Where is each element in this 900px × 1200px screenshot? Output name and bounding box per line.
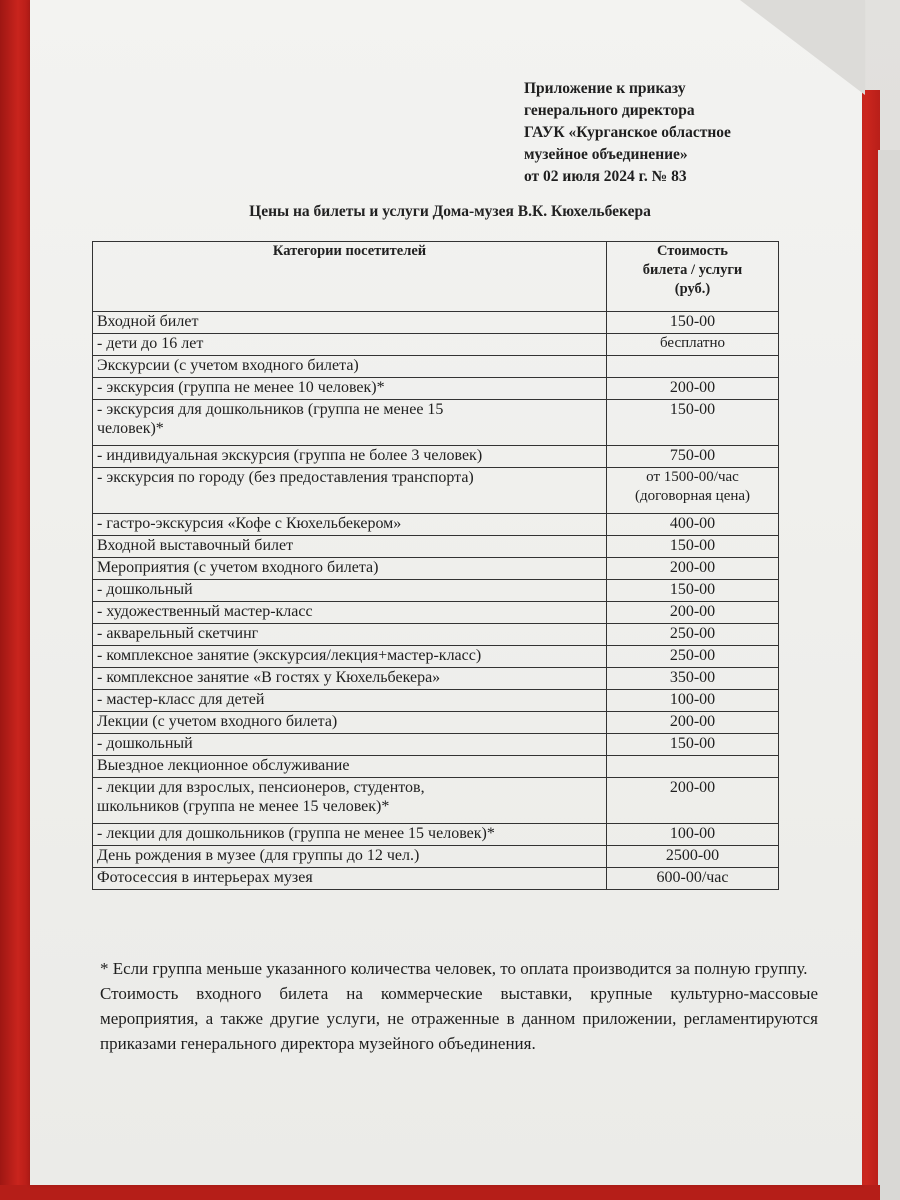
- row-category: - экскурсия по городу (без предоставления транспорта): [93, 468, 607, 514]
- row-price: 200-00: [607, 378, 779, 400]
- row-category: Выездное лекционное обслуживание: [93, 756, 607, 778]
- row-price: 750-00: [607, 446, 779, 468]
- table-row: [93, 602, 779, 624]
- table-row: [93, 312, 779, 334]
- row-price: [607, 756, 779, 778]
- row-category: - дошкольный: [93, 734, 607, 756]
- table-header-row: [93, 242, 779, 312]
- table-row: [93, 824, 779, 846]
- row-category: - комплексное занятие «В гостях у Кюхельбекера»: [93, 668, 607, 690]
- row-price: 200-00: [607, 712, 779, 734]
- row-category: - художественный мастер-класс: [93, 602, 607, 624]
- order-line-1: Приложение к приказу: [524, 80, 686, 97]
- table-row: [93, 536, 779, 558]
- table-row: [93, 334, 779, 356]
- row-category: Входной выставочный билет: [93, 536, 607, 558]
- row-category: - индивидуальная экскурсия (группа не более 3 человек): [93, 446, 607, 468]
- header-category: Категории посетителей: [93, 242, 607, 312]
- row-category: Входной билет: [93, 312, 607, 334]
- table-row: [93, 558, 779, 580]
- row-category: - комплексное занятие (экскурсия/лекция+мастер-класс): [93, 646, 607, 668]
- row-category: - дети до 16 лет: [93, 334, 607, 356]
- row-price: 150-00: [607, 580, 779, 602]
- table-row: [93, 668, 779, 690]
- row-category: Мероприятия (с учетом входного билета): [93, 558, 607, 580]
- row-price: 100-00: [607, 690, 779, 712]
- header-price-line-2: билета / услуги: [642, 262, 743, 278]
- background-wall: [878, 150, 900, 1200]
- order-line-2: генерального директора: [524, 102, 695, 119]
- row-category: - дошкольный: [93, 580, 607, 602]
- order-reference: [524, 78, 824, 188]
- row-category: - гастро-экскурсия «Кофе с Кюхельбекером»: [93, 514, 607, 536]
- table-row: [93, 624, 779, 646]
- row-price: 100-00: [607, 824, 779, 846]
- row-price: 600-00/час: [607, 868, 779, 890]
- row-category: Лекции (с учетом входного билета): [93, 712, 607, 734]
- row-category: - экскурсия для дошкольников (группа не менее 15 человек)*: [93, 400, 607, 446]
- row-price: [607, 468, 779, 514]
- row-price: [607, 356, 779, 378]
- row-category: Фотосессия в интерьерах музея: [93, 868, 607, 890]
- order-line-5: от 02 июля 2024 г. № 83: [524, 168, 687, 185]
- table-row: [93, 514, 779, 536]
- row-category: - мастер-класс для детей: [93, 690, 607, 712]
- folder-left-edge: [0, 0, 30, 1200]
- table-row: [93, 356, 779, 378]
- row-price: 400-00: [607, 514, 779, 536]
- row-price: 200-00: [607, 558, 779, 580]
- table-row: [93, 446, 779, 468]
- row-price: 150-00: [607, 400, 779, 446]
- order-line-4: музейное объединение»: [524, 146, 688, 163]
- row-price: 150-00: [607, 312, 779, 334]
- page-title: Цены на билеты и услуги Дома-музея В.К. Кюхельбекера: [249, 203, 651, 220]
- table-row: [93, 734, 779, 756]
- footnote-group-size: * Если группа меньше указанного количества человек, то оплата производится за полную группу.: [100, 959, 808, 978]
- table-row: [93, 646, 779, 668]
- table-row: [93, 756, 779, 778]
- row-price: бесплатно: [607, 334, 779, 356]
- order-line-3: ГАУК «Курганское областное: [524, 124, 731, 141]
- row-category: - экскурсия (группа не менее 10 человек)*: [93, 378, 607, 400]
- footnote-commercial: Стоимость входного билета на коммерческие выставки, крупные культурно-массовые мероприятия, а также другие услуги, не отраженные в данном приложении, регламентируются приказами генерального директора музейного объединения.: [100, 984, 818, 1053]
- row-price: 150-00: [607, 734, 779, 756]
- row-category: - акварельный скетчинг: [93, 624, 607, 646]
- row-price: 250-00: [607, 646, 779, 668]
- row-price: 200-00: [607, 602, 779, 624]
- row-price: 350-00: [607, 668, 779, 690]
- row-category: Экскурсии (с учетом входного билета): [93, 356, 607, 378]
- folder-bottom-edge: [0, 1185, 880, 1200]
- row-price-line-1: от 1500-00/час: [646, 469, 739, 485]
- header-price: [607, 242, 779, 312]
- row-price: 250-00: [607, 624, 779, 646]
- row-category: - лекции для дошкольников (группа не менее 15 человек)*: [93, 824, 607, 846]
- table-row: [93, 468, 779, 514]
- row-price-line-2: (договорная цена): [634, 488, 751, 504]
- table-row: [93, 690, 779, 712]
- table-row: [93, 580, 779, 602]
- footnotes: [100, 956, 818, 1056]
- table-row: [93, 378, 779, 400]
- row-price: 2500-00: [607, 846, 779, 868]
- row-price: 150-00: [607, 536, 779, 558]
- price-table: [92, 241, 779, 890]
- row-category: - лекции для взрослых, пенсионеров, студентов, школьников (группа не менее 15 человек)*: [93, 778, 607, 824]
- table-row: [93, 868, 779, 890]
- row-category: День рождения в музее (для группы до 12 чел.): [93, 846, 607, 868]
- table-row: [93, 846, 779, 868]
- header-price-line-1: Стоимость: [657, 243, 728, 259]
- header-price-line-3: (руб.): [674, 281, 711, 297]
- table-row: [93, 778, 779, 824]
- table-row: [93, 400, 779, 446]
- row-price: 200-00: [607, 778, 779, 824]
- table-row: [93, 712, 779, 734]
